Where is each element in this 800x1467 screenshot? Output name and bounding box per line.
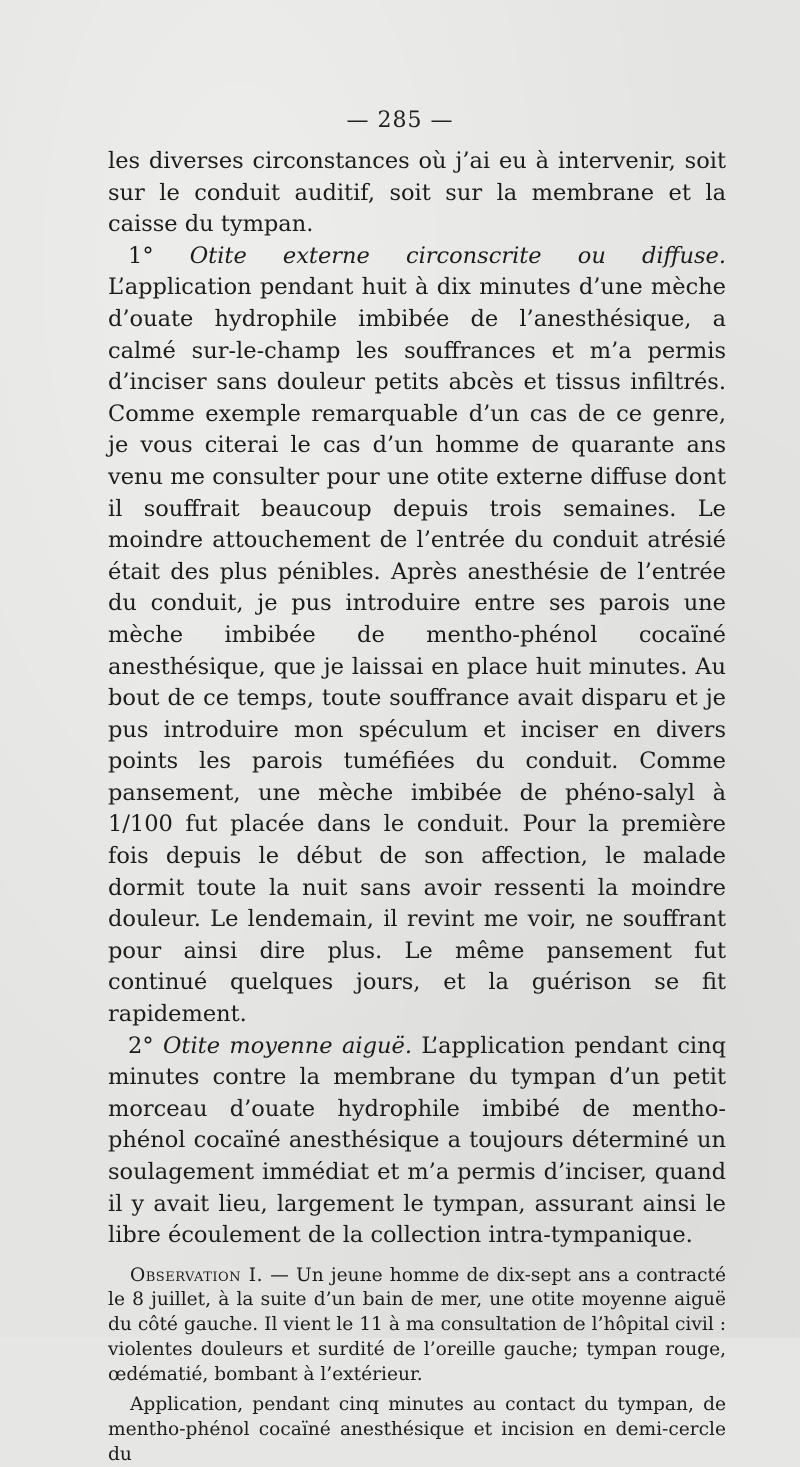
- paragraph-otite-moyenne: [108, 1031, 726, 1252]
- paragraph-intro: les diverses circonstances où j’ai eu à intervenir, soit sur le conduit auditif, soit sur la membrane et la caisse du tympan.: [108, 148, 726, 238]
- observation-paragraph: [108, 1264, 726, 1388]
- paragraph-otite-externe: [108, 241, 726, 1031]
- observation-label: Observation I.: [130, 1264, 264, 1286]
- text-block: [108, 146, 726, 1467]
- section-number: 2°: [128, 1032, 163, 1059]
- page-number: — 285 —: [346, 108, 454, 133]
- section-number: 1°: [128, 242, 190, 269]
- observation-paragraph-2: Application, pendant cinq minutes au contact du tympan, de mentho-phénol cocaïné anesthésique et incision en demi-cercle du: [108, 1394, 726, 1465]
- section-title: Otite moyenne aiguë.: [162, 1032, 412, 1059]
- section-title: Otite externe circonscrite ou diffuse.: [189, 242, 726, 269]
- observation-text: — Un jeune homme de dix-sept ans a contracté le 8 juillet, à la suite d’un bain de mer, une otite moyenne aiguë du côté gauche. Il vient le 11 à ma consultation de l’hôpital civil : violentes douleurs et surdité de l’oreille gauche; tympan rouge, œdématié, bombant à l’extérieur.: [108, 1264, 726, 1385]
- section-text: L’application pendant huit à dix minutes d’une mèche d’ouate hydrophile imbibée de l’anesthésique, a calmé sur-le-champ les souffrances et m’a permis d’inciser sans douleur petits abcès et tissus infiltrés. Comme exemple remarquable d’un cas de ce genre, je vous citerai le cas d’un homme de quarante ans venu me consulter pour une otite externe diffuse dont il souffrait beaucoup depuis trois semaines. Le moindre attouchement de l’entrée du conduit atrésié était des plus pénibles. Après anesthésie de l’entrée du conduit, je pus introduire entre ses parois une mèche imbibée de mentho-phénol cocaïné anesthésique, que je laissai en place huit minutes. Au bout de ce temps, toute souffrance avait disparu et je pus introduire mon spéculum et inciser en divers points les parois tuméfiées du conduit. Comme pansement, une mèche imbibée de phéno-salyl à 1/100 fut placée dans le conduit. Pour la première fois depuis le début de son affection, le malade dormit toute la nuit sans avoir ressenti la moindre douleur. Le lendemain, il revint me voir, ne souffrant pour ainsi dire plus. Le même pansement fut continué quelques jours, et la guérison se fit rapidement.: [108, 274, 726, 1028]
- section-text: L’application pendant cinq minutes contre la membrane du tympan d’un petit morceau d’ouate hydrophile imbibé de mentho-phénol cocaïné anesthésique a toujours déterminé un soulagement immédiat et m’a permis d’inciser, quand il y avait lieu, largement le tympan, assurant ainsi le libre écoulement de la collection intra-tympanique.: [108, 1032, 727, 1249]
